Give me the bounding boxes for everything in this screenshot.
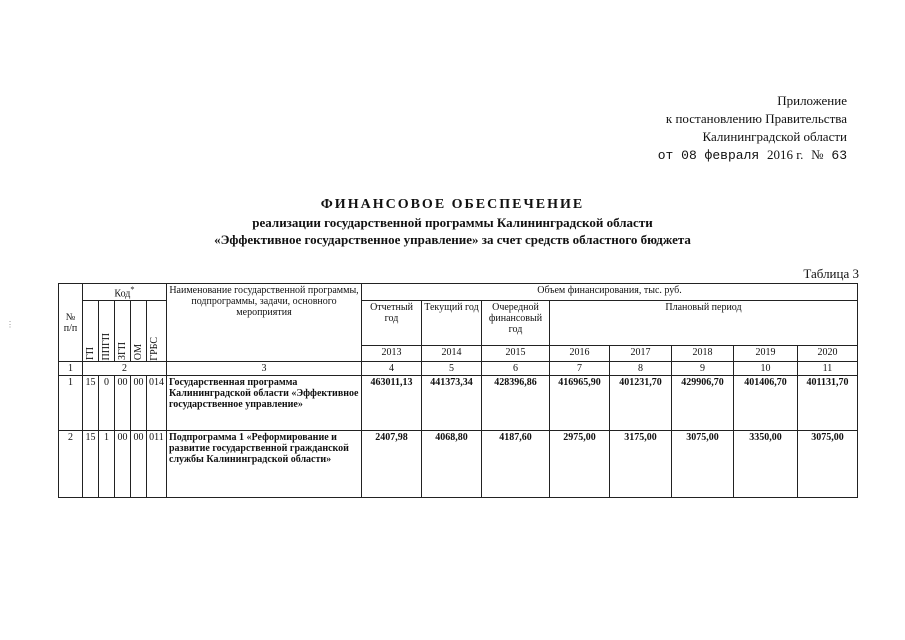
col-number: 4 [362, 362, 422, 376]
number-prefix: № [811, 147, 824, 162]
header-code-label: Код [114, 288, 131, 300]
title-line-2: реализации государственной программы Калининградской области [252, 215, 653, 230]
value-2014: 441373,34 [422, 376, 482, 431]
date-day: 08 февраля [681, 148, 760, 163]
document-title [0, 196, 905, 248]
code-om: 00 [131, 431, 147, 498]
code-zgp: 00 [115, 376, 131, 431]
col-number: 2 [83, 362, 167, 376]
table-row [59, 376, 858, 431]
header-current-year: Текущий год [422, 301, 482, 346]
year-2018: 2018 [672, 346, 734, 362]
code-col-gp: ГП [83, 301, 99, 362]
value-2013: 463011,13 [362, 376, 422, 431]
row-num: 2 [59, 431, 83, 498]
code-col-om: ОМ [131, 301, 147, 362]
year-2014: 2014 [422, 346, 482, 362]
decree-date-line [658, 146, 847, 165]
col-number: 7 [550, 362, 610, 376]
approval-line-2: к постановлению Правительства [665, 111, 847, 126]
year-2019: 2019 [734, 346, 798, 362]
value-2015: 4187,60 [482, 431, 550, 498]
header-report-year: Отчетный год [362, 301, 422, 346]
row-num: 1 [59, 376, 83, 431]
value-2017: 401231,70 [610, 376, 672, 431]
value-2016: 2975,00 [550, 431, 610, 498]
col-number: 10 [734, 362, 798, 376]
code-grbs: 011 [147, 431, 167, 498]
scan-mark: ⋮ [6, 320, 14, 329]
code-ppgp: 1 [99, 431, 115, 498]
column-numbers-row [59, 362, 858, 376]
code-ppgp: 0 [99, 376, 115, 431]
date-prefix: от [657, 148, 674, 163]
value-2019: 401406,70 [734, 376, 798, 431]
financing-table [58, 283, 858, 498]
header-planned-period: Плановый период [550, 301, 858, 346]
header-name: Наименование государственной программы, подпрограммы, задачи, основного мероприятия [167, 284, 362, 362]
year-2016: 2016 [550, 346, 610, 362]
value-2020: 401131,70 [798, 376, 858, 431]
code-gp: 15 [83, 376, 99, 431]
year-2015: 2015 [482, 346, 550, 362]
header-next-year: Очередной финансовый год [482, 301, 550, 346]
value-2015: 428396,86 [482, 376, 550, 431]
value-2017: 3175,00 [610, 431, 672, 498]
col-number: 6 [482, 362, 550, 376]
approval-line-3: Калининградской области [702, 129, 847, 144]
code-grbs: 014 [147, 376, 167, 431]
approval-block [658, 92, 847, 165]
code-col-grbs: ГРБС [147, 301, 167, 362]
code-gp: 15 [83, 431, 99, 498]
row-name: Государственная программа Калининградской области «Эффективное государственное управление» [167, 376, 362, 431]
year-2020: 2020 [798, 346, 858, 362]
code-om: 00 [131, 376, 147, 431]
value-2019: 3350,00 [734, 431, 798, 498]
title-line-3: «Эффективное государственное управление» за счет средств областного бюджета [214, 232, 691, 247]
code-zgp: 00 [115, 431, 131, 498]
col-number: 8 [610, 362, 672, 376]
code-col-zgp: ЗГП [115, 301, 131, 362]
row-name: Подпрограмма 1 «Реформирование и развитие государственной гражданской службы Калининградской области» [167, 431, 362, 498]
code-col-ppgp: ППГП [99, 301, 115, 362]
header-row-1 [59, 284, 858, 301]
col-number: 11 [798, 362, 858, 376]
table-label: Таблица 3 [803, 266, 859, 281]
year-2017: 2017 [610, 346, 672, 362]
header-volume: Объем финансирования, тыс. руб. [362, 284, 858, 301]
value-2020: 3075,00 [798, 431, 858, 498]
value-2018: 3075,00 [672, 431, 734, 498]
col-number: 1 [59, 362, 83, 376]
col-number: 9 [672, 362, 734, 376]
year-2013: 2013 [362, 346, 422, 362]
col-number: 5 [422, 362, 482, 376]
value-2016: 416965,90 [550, 376, 610, 431]
approval-line-1: Приложение [777, 93, 847, 108]
title-line-1: ФИНАНСОВОЕ ОБЕСПЕЧЕНИЕ [320, 197, 585, 212]
date-year: 2016 г. [766, 147, 804, 162]
value-2014: 4068,80 [422, 431, 482, 498]
value-2018: 429906,70 [672, 376, 734, 431]
value-2013: 2407,98 [362, 431, 422, 498]
header-code-mark: * [130, 285, 135, 294]
col-number: 3 [167, 362, 362, 376]
decree-number: 63 [831, 148, 847, 163]
table-row [59, 431, 858, 498]
header-num: № п/п [59, 284, 83, 362]
header-code [83, 284, 167, 301]
